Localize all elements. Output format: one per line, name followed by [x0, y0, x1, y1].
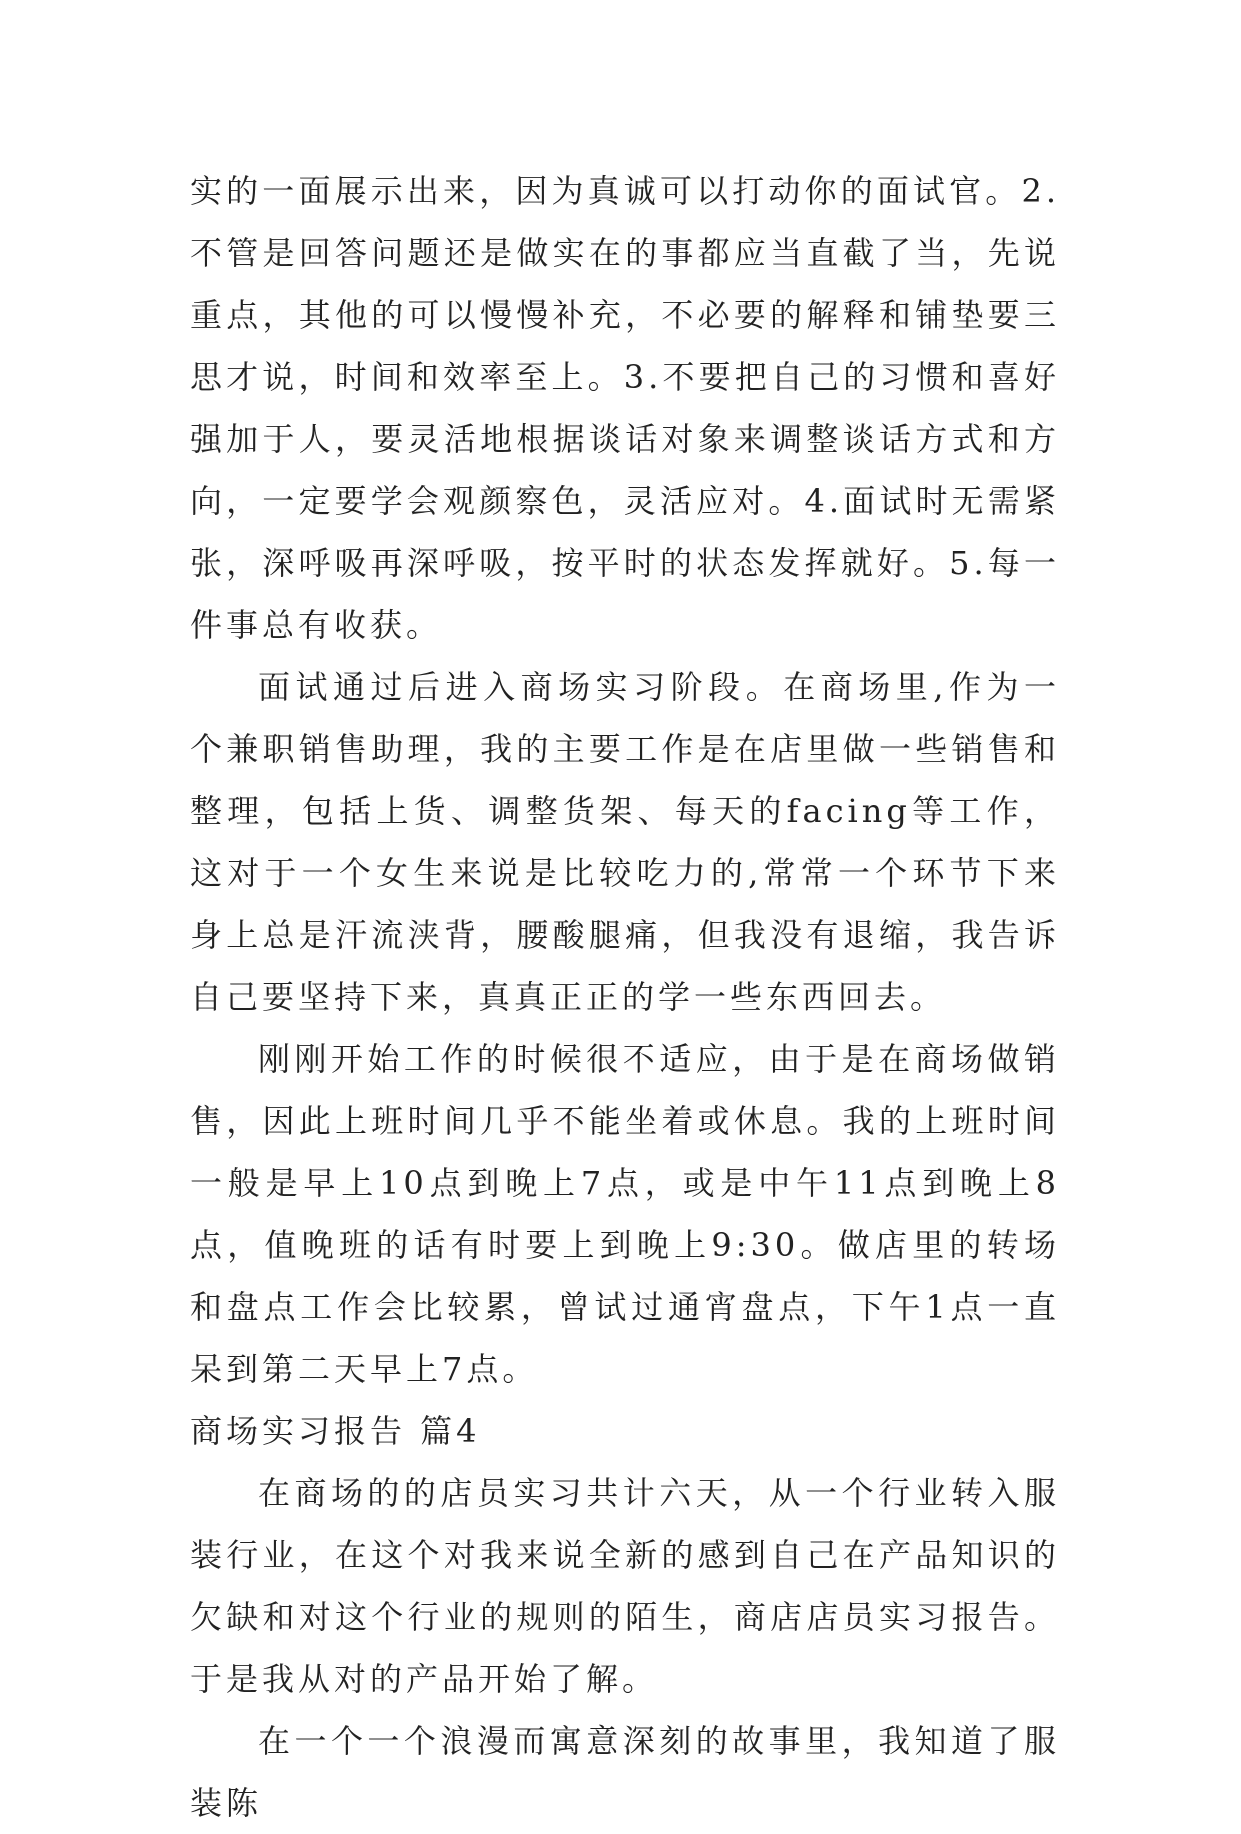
paragraph-stories: 在一个一个浪漫而寓意深刻的故事里，我知道了服装陈	[190, 1722, 1060, 1822]
document-body	[190, 160, 1060, 1834]
paragraph-store-internship: 在商场的的店员实习共计六天，从一个行业转入服装行业，在这个对我来说全新的感到自己在产品知识的欠缺和对这个行业的规则的陌生，商店店员实习报告。于是我从对的产品开始了解。	[190, 1474, 1060, 1698]
paragraph-interview-tips: 实的一面展示出来，因为真诚可以打动你的面试官。2.不管是回答问题还是做实在的事都应当直截了当，先说重点，其他的可以慢慢补充，不必要的解释和铺垫要三思才说，时间和效率至上。3.不要把自己的习惯和喜好强加于人，要灵活地根据谈话对象来调整谈话方式和方向，一定要学会观颜察色，灵活应对。4.面试时无需紧张，深呼吸再深呼吸，按平时的状态发挥就好。5.每一件事总有收获。	[190, 172, 1060, 644]
paragraph-internship-start: 面试通过后进入商场实习阶段。在商场里,作为一个兼职销售助理，我的主要工作是在店里做一些销售和整理，包括上货、调整货架、每天的facing等工作，这对于一个女生来说是比较吃力的,常常一个环节下来身上总是汗流浃背，腰酸腿痛，但我没有退缩，我告诉自己要坚持下来，真真正正的学一些东西回去。	[190, 668, 1060, 1016]
section-heading: 商场实习报告 篇4	[190, 1412, 481, 1450]
paragraph-work-hours: 刚刚开始工作的时候很不适应，由于是在商场做销售，因此上班时间几乎不能坐着或休息。我的上班时间一般是早上10点到晚上7点，或是中午11点到晚上8点，值晚班的话有时要上到晚上9:30。做店里的转场和盘点工作会比较累，曾试过通宵盘点，下午1点一直呆到第二天早上7点。	[190, 1040, 1060, 1388]
